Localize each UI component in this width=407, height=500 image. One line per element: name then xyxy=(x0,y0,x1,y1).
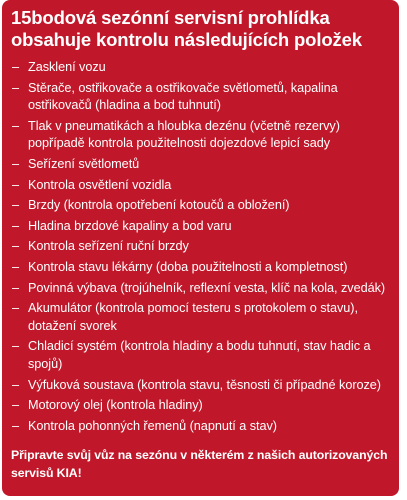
checklist-item-label: Povinná výbava (trojúhelník, reflexní vesta, klíč na kola, zvedák) xyxy=(28,280,386,295)
dash-bullet-icon: – xyxy=(12,280,20,295)
checklist-item xyxy=(11,238,389,256)
service-checklist-card xyxy=(2,0,399,496)
card-title: 15bodová sezónní servisní prohlídka obsahuje kontrolu následujících položek xyxy=(11,7,362,50)
dash-bullet-icon: – xyxy=(12,418,20,433)
checklist-item xyxy=(11,377,389,395)
checklist-item xyxy=(11,80,389,115)
checklist-item xyxy=(11,118,389,153)
checklist-item xyxy=(11,218,389,236)
checklist-item xyxy=(11,397,389,415)
dash-bullet-icon: – xyxy=(12,177,20,192)
checklist-item xyxy=(11,197,389,215)
dash-bullet-icon: – xyxy=(12,259,20,274)
checklist-item xyxy=(11,156,389,174)
dash-bullet-icon: – xyxy=(12,398,20,413)
checklist-item xyxy=(11,338,389,373)
checklist-item-label: Akumulátor (kontrola pomocí testeru s protokolem o stavu), dotažení svorek xyxy=(28,301,358,333)
dash-bullet-icon: – xyxy=(12,80,20,95)
checklist-item-label: Hladina brzdové kapaliny a bod varu xyxy=(28,218,232,233)
checklist xyxy=(11,59,389,435)
checklist-item-label: Tlak v pneumatikách a hloubka dezénu (včetně rezervy) popřípadě kontrola použitelnosti dojezdové lepicí sady xyxy=(28,118,340,151)
dash-bullet-icon: – xyxy=(12,156,20,171)
checklist-item-label: Chladicí systém (kontrola hladiny a bodu tuhnutí, stav hadic a spojů) xyxy=(28,339,371,371)
checklist-item xyxy=(11,59,389,77)
dash-bullet-icon: – xyxy=(12,377,20,392)
checklist-item-label: Kontrola pohonných řemenů (napnutí a stav) xyxy=(28,418,277,433)
checklist-item-label: Stěrače, ostřikovače a ostřikovače světlometů, kapalina ostřikovačů (hladina a bod tuhnutí) xyxy=(28,80,338,113)
checklist-item-label: Brzdy (kontrola opotřebení kotoučů a obložení) xyxy=(28,198,290,213)
checklist-item xyxy=(11,300,389,335)
checklist-item xyxy=(11,259,389,277)
checklist-item xyxy=(11,280,389,298)
checklist-item-label: Kontrola osvětlení vozidla xyxy=(28,177,172,192)
footer-note: Připravte svůj vůz na sezónu v některém z našich autorizovaných servisů KIA! xyxy=(11,448,388,480)
checklist-item-label: Zasklení vozu xyxy=(28,60,106,74)
dash-bullet-icon: – xyxy=(12,339,20,354)
dash-bullet-icon: – xyxy=(12,118,20,133)
dash-bullet-icon: – xyxy=(12,60,20,74)
checklist-item-label: Výfuková soustava (kontrola stavu, těsnosti či případné koroze) xyxy=(28,377,381,392)
dash-bullet-icon: – xyxy=(12,301,20,316)
checklist-item-label: Seřízení světlometů xyxy=(28,156,140,171)
dash-bullet-icon: – xyxy=(12,218,20,233)
checklist-item-label: Kontrola stavu lékárny (doba použitelnosti a kompletnost) xyxy=(28,259,348,274)
dash-bullet-icon: – xyxy=(12,198,20,213)
checklist-item-label: Kontrola seřízení ruční brzdy xyxy=(28,239,189,254)
checklist-item xyxy=(11,418,389,436)
dash-bullet-icon: – xyxy=(12,239,20,254)
checklist-item xyxy=(11,177,389,195)
checklist-item-label: Motorový olej (kontrola hladiny) xyxy=(28,398,203,413)
